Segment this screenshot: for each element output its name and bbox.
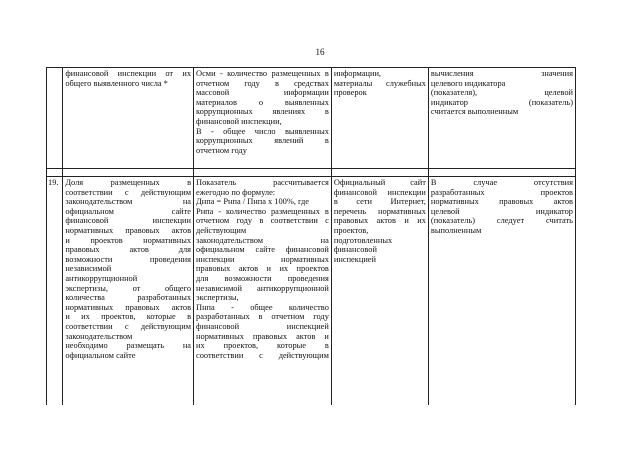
text-line: разработанных в отчетном году xyxy=(196,312,329,322)
text-line: для возможности проведения xyxy=(196,273,329,283)
text-line: целевого индикатора xyxy=(430,78,506,88)
text-line: проектов, xyxy=(333,225,369,235)
table-spacer-row xyxy=(47,169,576,177)
text-line: финансовой инспекцией xyxy=(196,321,329,331)
text-line: нормативных правовых актов xyxy=(430,197,573,207)
text-line: финансовой xyxy=(333,245,377,255)
text-line: вычисления значения xyxy=(430,69,573,78)
text-line: Доля размещенных в xyxy=(65,178,192,187)
text-line: финансовой инспекции, xyxy=(196,116,282,126)
text-line: Рнпа - количество размещенных в xyxy=(196,206,329,216)
text-line: законодательством xyxy=(65,331,133,341)
text-line: материалов о выявленных xyxy=(196,97,329,107)
text-line: возможности проведения xyxy=(65,254,192,264)
text-line: соответствии с действующим xyxy=(65,187,192,197)
text-line: действующим xyxy=(196,225,247,235)
row-number-cell xyxy=(47,68,63,169)
text-line: коррупционных явлениях в xyxy=(196,107,329,117)
formula-cell xyxy=(194,177,332,406)
text-line: Пнпа - общее количество xyxy=(196,302,329,312)
text-line: нормативных правовых актов xyxy=(65,225,192,235)
note-cell xyxy=(428,68,575,169)
formula-line: Днпа = Рнпа / Пнпа x 100%, где xyxy=(196,197,310,207)
page-number: 16 xyxy=(315,47,325,57)
text-line: Осми - количество размещенных в xyxy=(196,69,329,78)
indicator-name-cell xyxy=(63,177,194,406)
text-line: отчетном году в соответствии с xyxy=(196,216,329,226)
text-line: количества разработанных xyxy=(65,293,192,303)
text-line: их проектов, которые в xyxy=(196,341,329,351)
text-line: правовых актов и их проектов xyxy=(196,264,329,274)
text-line: индикатор (показатель) xyxy=(430,97,573,107)
text-line: независимой антикоррупционной xyxy=(196,283,329,293)
text-line: официальном сайте финансовой xyxy=(196,245,329,255)
source-cell xyxy=(331,68,428,169)
text-line: правовых актов для xyxy=(65,245,192,255)
text-line: соответствии с действующим xyxy=(196,350,329,360)
text-line: инспекции нормативных xyxy=(196,254,329,264)
table-row xyxy=(47,68,576,169)
text-line: инспекцией xyxy=(333,254,377,264)
text-line: выполненным xyxy=(430,225,482,235)
text-line: массовой информации xyxy=(196,88,329,98)
indicator-table xyxy=(46,67,576,405)
text-line: перечень нормативных xyxy=(333,206,426,216)
text-line: правовых актов и их xyxy=(333,216,426,226)
text-line: необходимо размещать на xyxy=(65,341,192,351)
text-line: отчетном году xyxy=(196,145,247,155)
text-line: в сети Интернет, xyxy=(333,197,426,207)
text-line: (показателя), целевой xyxy=(430,88,573,98)
text-line: разработанных проектов xyxy=(430,187,573,197)
text-line: В - общее число выявленных xyxy=(196,126,329,136)
text-line: и их проектов, которые в xyxy=(65,312,192,322)
text-line: целевой индикатор xyxy=(430,206,573,216)
text-line: финансовой инспекции xyxy=(65,216,192,226)
text-line: финансовой инспекции xyxy=(333,187,426,197)
note-cell xyxy=(428,177,575,406)
text-line: антикоррупционной xyxy=(65,273,138,283)
text-line: В случае отсутствия xyxy=(430,178,573,187)
text-line: и проектов нормативных xyxy=(65,235,192,245)
text-line: соответствии с действующим xyxy=(65,321,192,331)
text-line: финансовой инспекции от их xyxy=(65,69,192,78)
text-line: коррупционных явлений в xyxy=(196,136,329,146)
text-line: Официальный сайт xyxy=(333,178,426,187)
text-line: нормативных правовых актов xyxy=(65,302,192,312)
text-line: нормативных правовых актов и xyxy=(196,331,329,341)
text-line: подготовленных xyxy=(333,235,393,245)
row-number-cell: 19. xyxy=(47,177,63,406)
table-row xyxy=(47,177,576,406)
text-line: независимой xyxy=(65,264,112,274)
text-line: ежегодно по формуле: xyxy=(196,187,276,197)
text-line: экспертизы, xyxy=(196,293,239,303)
text-line: официальном сайте xyxy=(65,206,192,216)
text-line: информации, xyxy=(333,69,382,78)
text-line: Показатель рассчитывается xyxy=(196,178,329,187)
text-line: общего выявленного числа * xyxy=(65,78,168,88)
formula-cell xyxy=(194,68,332,169)
indicator-name-cell xyxy=(63,68,194,169)
text-line: официальном сайте xyxy=(65,350,136,360)
text-line: отчетном году в средствах xyxy=(196,78,329,88)
text-line: законодательством на xyxy=(65,197,192,207)
text-line: материалы служебных xyxy=(333,78,426,88)
text-line: считается выполненным xyxy=(430,107,519,117)
text-line: экспертизы, от общего xyxy=(65,283,192,293)
text-line: законодательством на xyxy=(196,235,329,245)
text-line: проверок xyxy=(333,88,367,98)
source-cell xyxy=(331,177,428,406)
text-line: (показатель) следует считать xyxy=(430,216,573,226)
